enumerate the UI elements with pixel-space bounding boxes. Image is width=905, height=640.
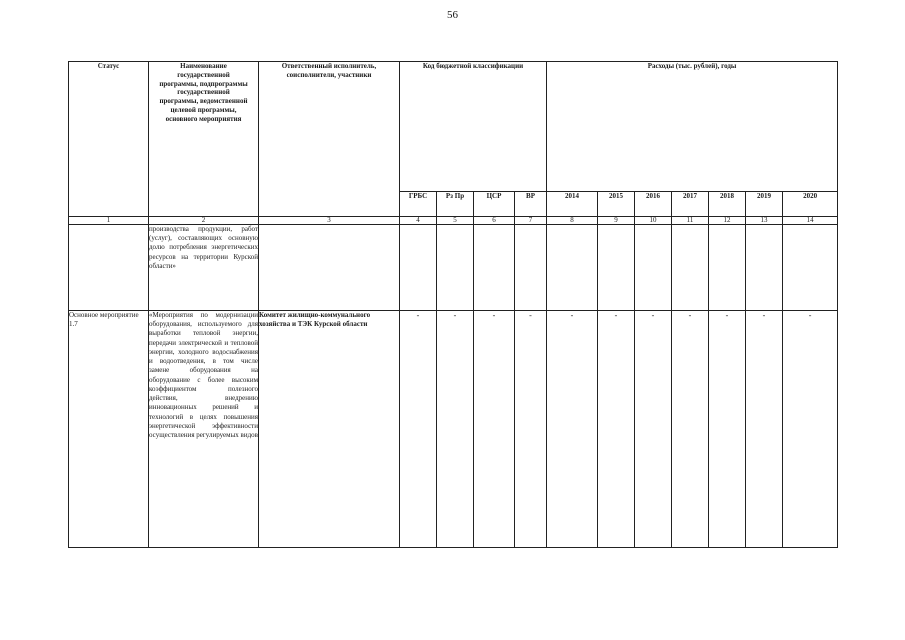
column-number: 2 [149, 217, 259, 225]
row-value-2016: - [635, 311, 672, 548]
header-code-grbs: ГРБС [400, 192, 437, 217]
header-code-rzpr: Рз Пр [437, 192, 474, 217]
header-budget-code: Код бюджетной классификации [400, 62, 547, 192]
page-number: 56 [447, 9, 458, 21]
header-year-2020: 2020 [783, 192, 838, 217]
column-number: 8 [547, 217, 598, 225]
header-year-2019: 2019 [746, 192, 783, 217]
header-name-text: Наименование государственной программы, подпрограммы государственной программы, ведомственной целевой программы, основного мероприятия [159, 62, 248, 123]
row-value-2018: - [709, 311, 746, 548]
row-value-grbs [400, 225, 437, 311]
row-value-2018 [709, 225, 746, 311]
header-year-2017: 2017 [672, 192, 709, 217]
column-number: 9 [598, 217, 635, 225]
budget-table [68, 61, 838, 548]
row-value-2014: - [547, 311, 598, 548]
header-code-csr: ЦСР [474, 192, 515, 217]
header-year-2014: 2014 [547, 192, 598, 217]
row-value-2019: - [746, 311, 783, 548]
row-value-csr [474, 225, 515, 311]
row-value-2020 [783, 225, 838, 311]
header-code-vr: ВР [515, 192, 547, 217]
header-year-2018: 2018 [709, 192, 746, 217]
row-value-grbs: - [400, 311, 437, 548]
header-year-2016: 2016 [635, 192, 672, 217]
row-value-2020: - [783, 311, 838, 548]
column-number: 12 [709, 217, 746, 225]
header-expenses: Расходы (тыс. рублей), годы [547, 62, 838, 192]
row-value-2017: - [672, 311, 709, 548]
row-value-vr: - [515, 311, 547, 548]
row-value-2014 [547, 225, 598, 311]
row-value-rzpr: - [437, 311, 474, 548]
row-status [69, 225, 149, 311]
column-number: 1 [69, 217, 149, 225]
column-number: 5 [437, 217, 474, 225]
row-value-2017 [672, 225, 709, 311]
row-value-rzpr [437, 225, 474, 311]
column-number: 14 [783, 217, 838, 225]
column-number: 7 [515, 217, 547, 225]
row-value-2019 [746, 225, 783, 311]
row-value-vr [515, 225, 547, 311]
row-responsible [259, 225, 400, 311]
row-name: «Мероприятия по модернизации оборудования, используемого для выработки тепловой энергии, передачи электрической и тепловой энергии, холодного водоснабжения и водоотведения, в том числе замене оборудования на оборудование с более высоким коэффициентом полезного действия, внедрению инновационных решений и технологий в целях повышения энергетической эффективности осуществления регулируемых видов [149, 311, 259, 548]
row-responsible: Комитет жилищно-коммунального хозяйства и ТЭК Курской области [259, 311, 400, 548]
header-status: Статус [69, 62, 149, 217]
column-number: 13 [746, 217, 783, 225]
column-number: 4 [400, 217, 437, 225]
table-row [69, 225, 838, 311]
column-number: 10 [635, 217, 672, 225]
row-value-2015 [598, 225, 635, 311]
column-number: 6 [474, 217, 515, 225]
header-responsible: Ответственный исполнитель, соисполнители, участники [259, 62, 400, 217]
header-name [149, 62, 259, 217]
header-year-2015: 2015 [598, 192, 635, 217]
column-number: 3 [259, 217, 400, 225]
row-value-csr: - [474, 311, 515, 548]
table-row [69, 311, 838, 548]
column-number: 11 [672, 217, 709, 225]
row-name: производства продукции, работ (услуг), составляющих основную долю потребления энергетических ресурсов на территории Курской области» [149, 225, 259, 311]
row-value-2016 [635, 225, 672, 311]
row-status: Основное мероприятие 1.7 [69, 311, 149, 548]
row-value-2015: - [598, 311, 635, 548]
